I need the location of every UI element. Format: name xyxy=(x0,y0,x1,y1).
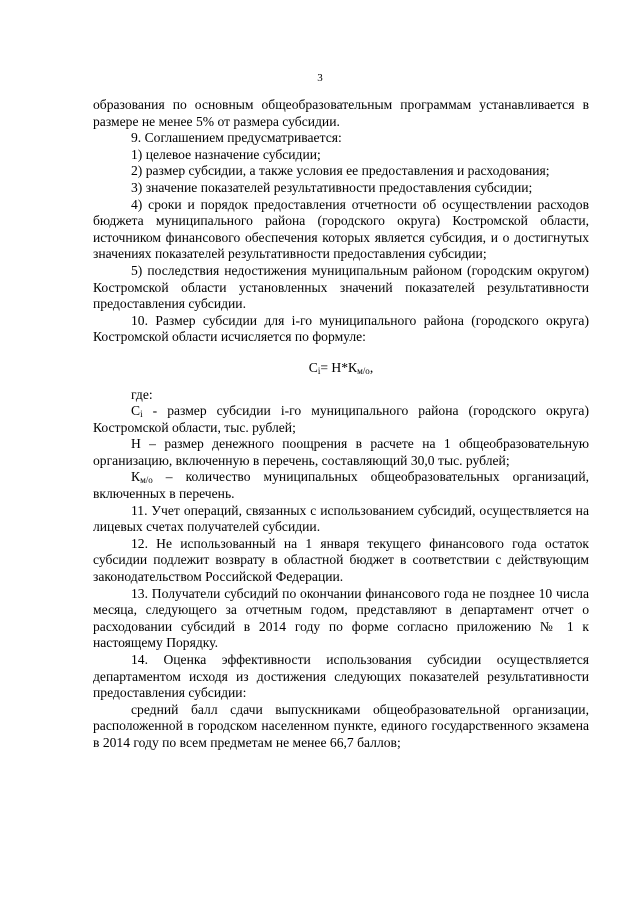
formula-lhs-subscript: i xyxy=(317,365,321,376)
paragraph-9-item-1: 1) целевое назначение субсидии; xyxy=(131,146,321,162)
document-body xyxy=(93,97,589,752)
formula-mid: = Н*К xyxy=(320,359,358,375)
definition-c xyxy=(93,403,589,436)
formula-lhs: C xyxy=(308,359,318,375)
paragraph-9-item-5: 5) последствия недостижения муниципальным районом (городским округом) Костромской области установленных значений показателей результативности предоставления субсидии. xyxy=(93,262,589,312)
paragraph-14-item-1: средний балл сдачи выпускниками общеобразовательной организации, расположенной в городском населенном пункте, единого государственного экзамена в 2014 году по всем предметам не менее 66,7 баллов; xyxy=(93,701,589,750)
paragraph-9-item-2: 2) размер субсидии, а также условия ее предоставления и расходования; xyxy=(131,163,550,179)
formula xyxy=(93,360,589,377)
paragraph-11: 11. Учет операций, связанных с использованием субсидий, осуществляется на лицевых счетах получателей субсидии. xyxy=(93,502,589,535)
paragraph-9-item-3: 3) значение показателей результативности предоставления субсидии; xyxy=(131,179,533,195)
paragraph-9: 9. Соглашением предусматривается: xyxy=(131,130,342,146)
definition-h: Н – размер денежного поощрения в расчете на 1 общеобразовательную организацию, включенную в перечень, составляющий 30,0 тыс. рублей; xyxy=(93,436,589,468)
paragraph-13: 13. Получатели субсидий по окончании финансового года не позднее 10 числа месяца, следующего за отчетным годом, представляют в департамент отчет о расходовании субсидий в 2014 году по форме согласно приложению № 1 к настоящему Порядку. xyxy=(93,585,589,651)
paragraph-10: 10. Размер субсидии для i-го муниципального района (городского округа) Костромской области исчисляется по формуле: xyxy=(93,312,589,345)
page-number: 3 xyxy=(317,72,323,84)
where-label: где: xyxy=(131,386,153,402)
definition-k-symbol: К xyxy=(131,469,141,485)
paragraph-14: 14. Оценка эффективности использования субсидии осуществляется департаментом исходя из достижения следующих показателей результативности предоставления субсидии: xyxy=(93,652,589,701)
paragraph-9-item-4: 4) сроки и порядок предоставления отчетности об осуществлении расходов бюджета муниципального района (городского округа) Костромской области, источником финансового обеспечения которых является субсидия, и о достигнутых значениях показателей результативности предоставления субсидии; xyxy=(93,196,589,262)
paragraph-12: 12. Не использованный на 1 января текущего финансового года остаток субсидии подлежит возврату в областной бюджет в соответствии с действующим законодательством Российской Федерации. xyxy=(93,535,589,585)
formula-subscript: м/о xyxy=(357,365,370,376)
definition-k-subscript: м/о xyxy=(140,475,153,486)
paragraph-continuation: образования по основным общеобразовательным программам устанавливается в размере не менее 5% от размера субсидии. xyxy=(93,97,589,129)
definition-k-text: – количество муниципальных общеобразовательных организаций, включенных в перечень. xyxy=(93,469,589,502)
definition-c-subscript: i xyxy=(140,409,143,420)
definition-k xyxy=(93,469,589,502)
formula-end: , xyxy=(369,359,374,375)
definition-c-symbol: C xyxy=(131,403,141,419)
definition-c-text: - размер субсидии i-го муниципального района (городского округа) Костромской области, тыс. рублей; xyxy=(93,403,589,435)
